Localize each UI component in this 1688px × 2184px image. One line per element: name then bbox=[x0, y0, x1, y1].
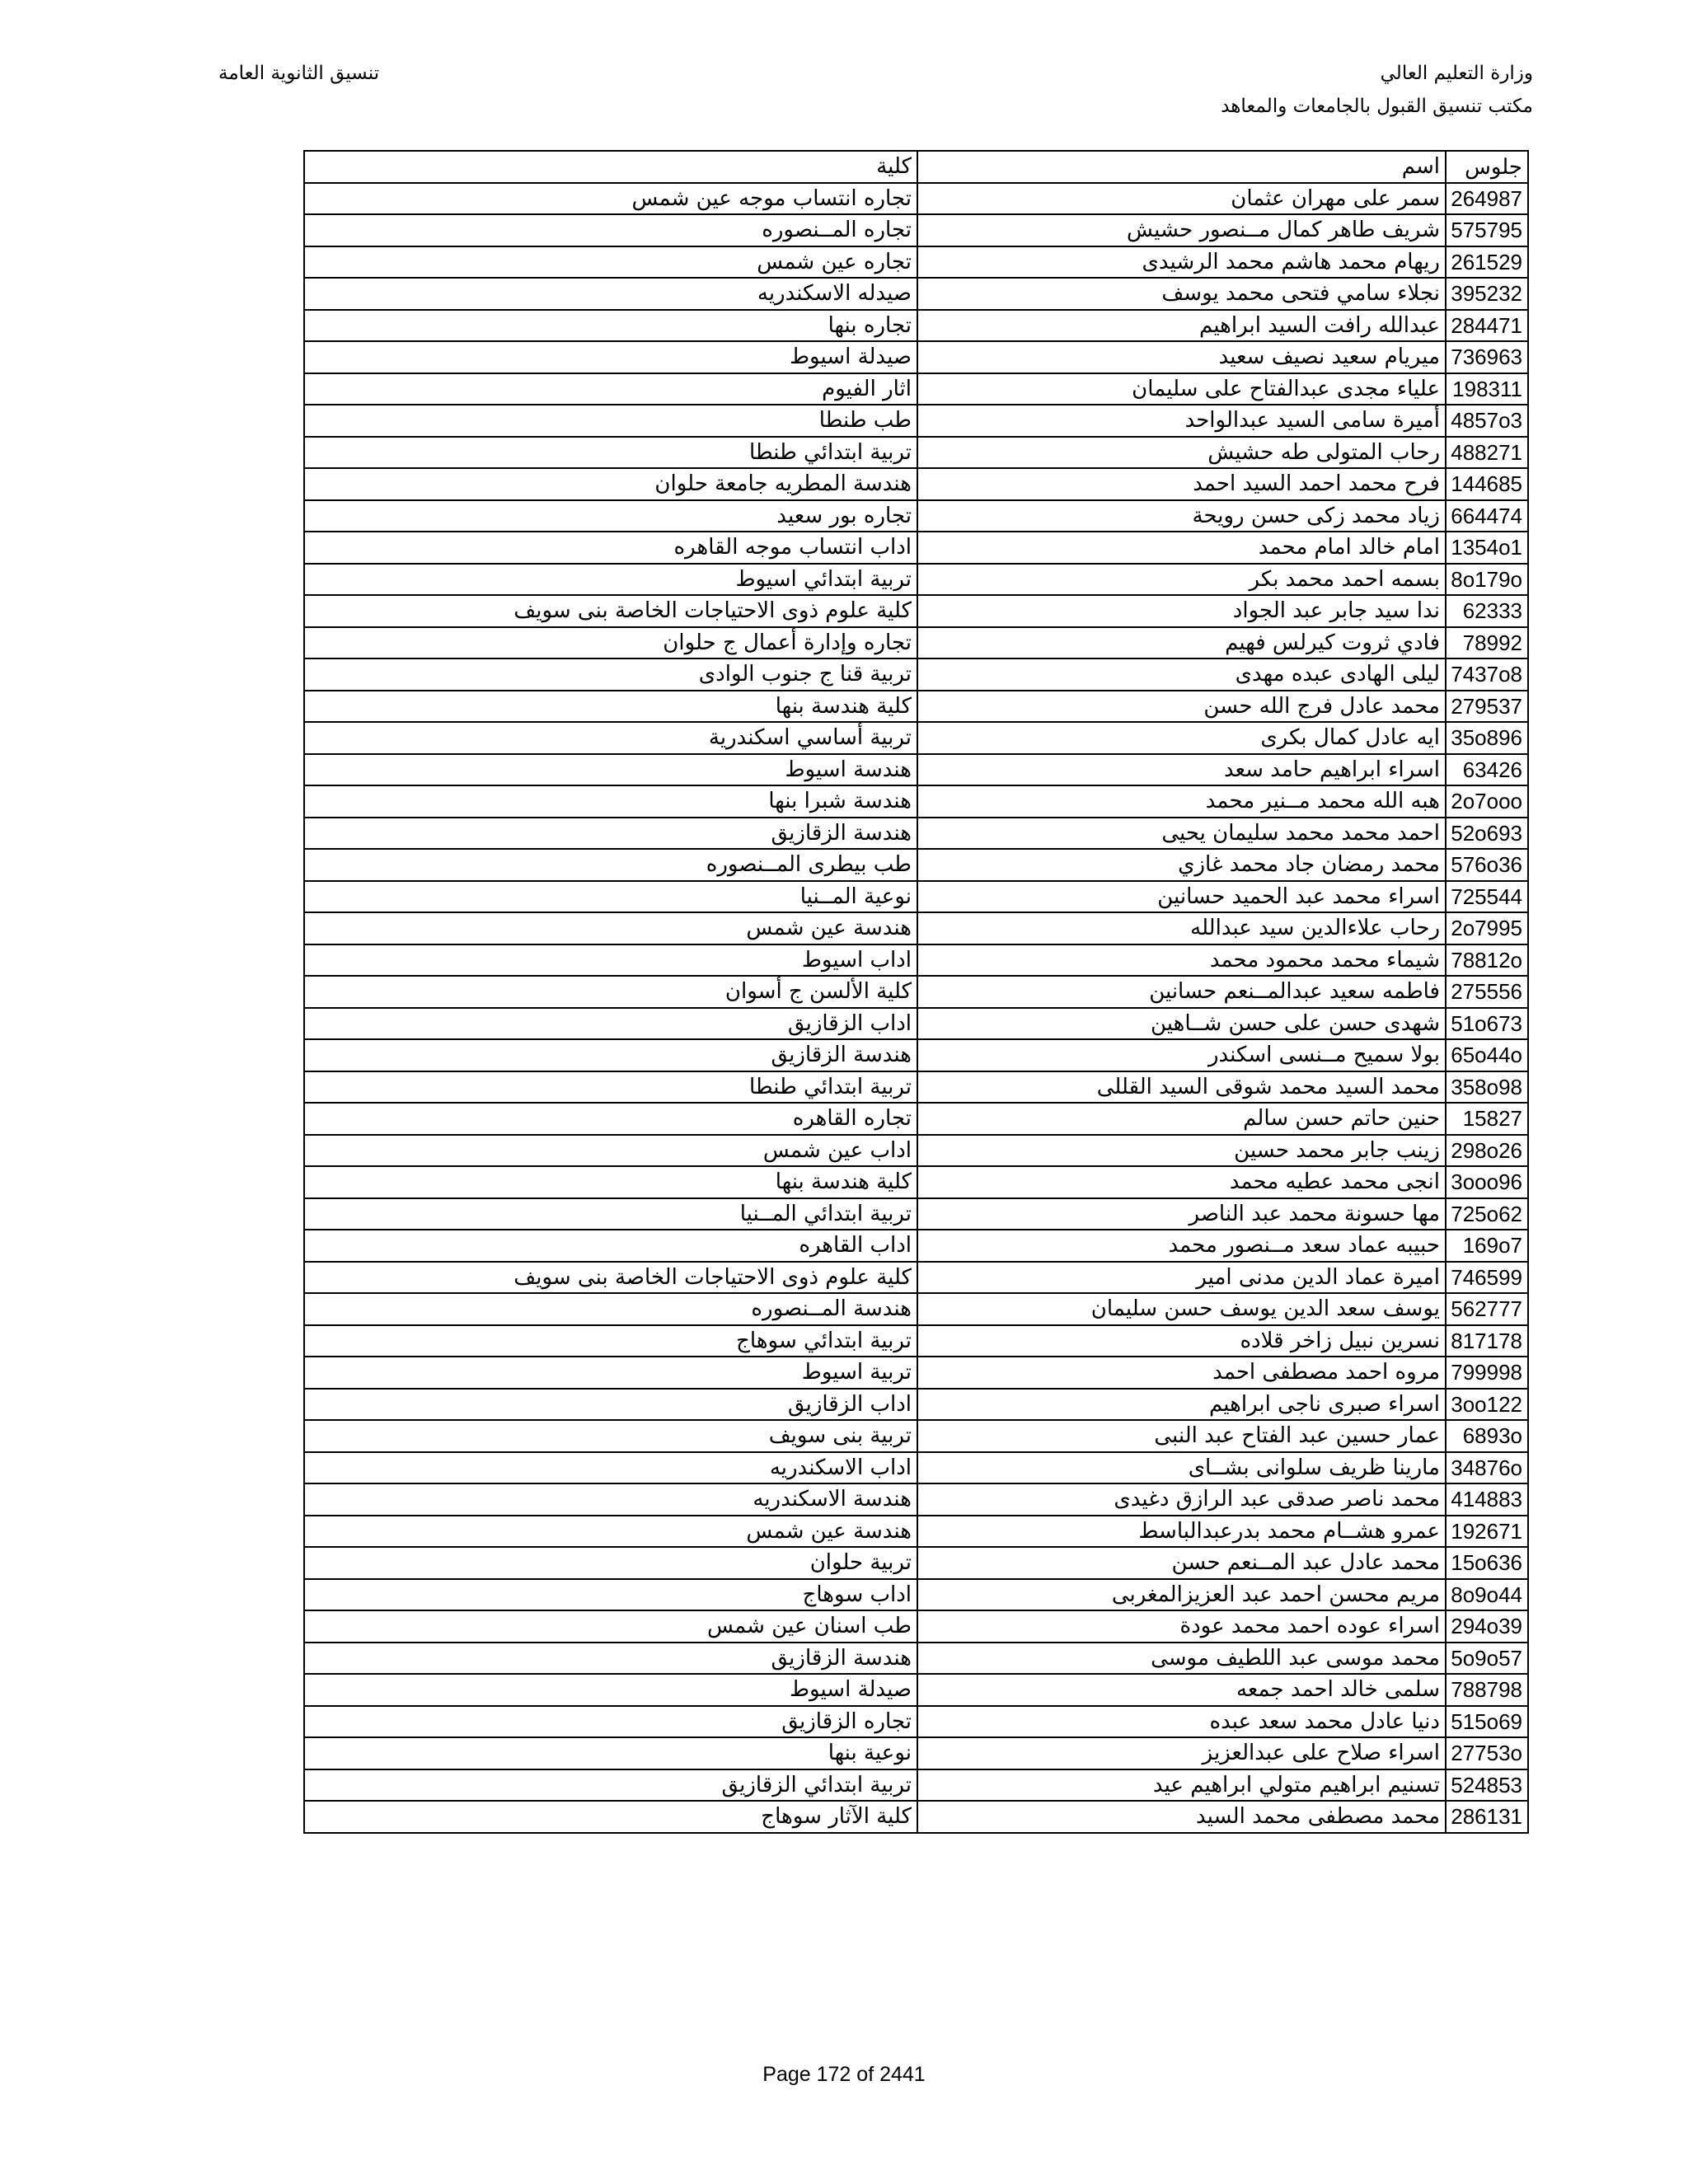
seat-number-cell: 524853 bbox=[1446, 1769, 1528, 1802]
college-cell: صيدلة اسيوط bbox=[304, 1674, 917, 1706]
college-cell: اداب الزقازيق bbox=[304, 1389, 917, 1421]
table-row bbox=[304, 1643, 1528, 1675]
student-name-cell: اسراء صبرى ناجى ابراهيم bbox=[917, 1389, 1446, 1421]
column-header-seat: جلوس bbox=[1446, 151, 1528, 183]
college-cell: هندسة عين شمس bbox=[304, 1516, 917, 1548]
table-row bbox=[304, 658, 1528, 691]
table-row bbox=[304, 1737, 1528, 1769]
seat-number-cell: 51o673 bbox=[1446, 1008, 1528, 1040]
student-name-cell: اسراء محمد عبد الحميد حسانين bbox=[917, 881, 1446, 913]
college-cell: هندسة المطريه جامعة حلوان bbox=[304, 468, 917, 500]
student-name-cell: اسراء عوده احمد محمد عودة bbox=[917, 1610, 1446, 1643]
table-row bbox=[304, 278, 1528, 310]
student-name-cell: احمد محمد محمد سليمان يحيى bbox=[917, 818, 1446, 850]
seat-number-cell: 358o98 bbox=[1446, 1071, 1528, 1104]
table-row bbox=[304, 246, 1528, 279]
table-row bbox=[304, 1610, 1528, 1643]
seat-number-cell: 575795 bbox=[1446, 214, 1528, 246]
seat-number-cell: 34876o bbox=[1446, 1452, 1528, 1484]
table-row bbox=[304, 1135, 1528, 1167]
college-cell: كلية هندسة بنها bbox=[304, 691, 917, 723]
college-cell: كلية الألسن ج أسوان bbox=[304, 976, 917, 1008]
seat-number-cell: 1354o1 bbox=[1446, 532, 1528, 564]
student-name-cell: ريهام محمد هاشم محمد الرشيدى bbox=[917, 246, 1446, 279]
table-row bbox=[304, 1389, 1528, 1421]
seat-number-cell: 746599 bbox=[1446, 1262, 1528, 1294]
seat-number-cell: 5o9o57 bbox=[1446, 1643, 1528, 1675]
table-row bbox=[304, 183, 1528, 215]
student-name-cell: ايه عادل كمال بكرى bbox=[917, 722, 1446, 754]
seat-number-cell: 576o36 bbox=[1446, 849, 1528, 881]
table-row bbox=[304, 532, 1528, 564]
seat-number-cell: 664474 bbox=[1446, 500, 1528, 532]
seat-number-cell: 78812o bbox=[1446, 944, 1528, 977]
table-row bbox=[304, 1071, 1528, 1104]
college-cell: صيدله الاسكندريه bbox=[304, 278, 917, 310]
seat-number-cell: 817178 bbox=[1446, 1325, 1528, 1357]
student-name-cell: شيماء محمد محمود محمد bbox=[917, 944, 1446, 977]
table-row bbox=[304, 849, 1528, 881]
college-cell: نوعية بنها bbox=[304, 1737, 917, 1769]
ministry-title: وزارة التعليم العالي bbox=[1380, 63, 1533, 84]
page-number: Page 172 of 2441 bbox=[762, 2063, 926, 2086]
college-cell: طب اسنان عين شمس bbox=[304, 1610, 917, 1643]
student-name-cell: دنيا عادل محمد سعد عبده bbox=[917, 1706, 1446, 1738]
college-cell: هندسة عين شمس bbox=[304, 912, 917, 944]
seat-number-cell: 515o69 bbox=[1446, 1706, 1528, 1738]
college-cell: كلية هندسة بنها bbox=[304, 1166, 917, 1198]
college-cell: تجاره بور سعيد bbox=[304, 500, 917, 532]
college-cell: تربية ابتدائي الزقازيق bbox=[304, 1769, 917, 1802]
admissions-table bbox=[303, 150, 1529, 1834]
student-name-cell: بسمه احمد محمد بكر bbox=[917, 564, 1446, 596]
student-name-cell: اسراء ابراهيم حامد سعد bbox=[917, 754, 1446, 786]
student-name-cell: اسراء صلاح على عبدالعزيز bbox=[917, 1737, 1446, 1769]
student-name-cell: زياد محمد زكى حسن رويحة bbox=[917, 500, 1446, 532]
seat-number-cell: 294o39 bbox=[1446, 1610, 1528, 1643]
college-cell: هندسة الزقازيق bbox=[304, 818, 917, 850]
table-row bbox=[304, 944, 1528, 977]
college-cell: تربية ابتدائي سوهاج bbox=[304, 1325, 917, 1357]
table-row bbox=[304, 1039, 1528, 1071]
student-name-cell: عمار حسين عبد الفتاح عبد النبى bbox=[917, 1420, 1446, 1452]
seat-number-cell: 395232 bbox=[1446, 278, 1528, 310]
table-row bbox=[304, 722, 1528, 754]
college-cell: اداب الزقازيق bbox=[304, 1008, 917, 1040]
seat-number-cell: 15o636 bbox=[1446, 1547, 1528, 1579]
table-row bbox=[304, 785, 1528, 818]
table-row bbox=[304, 1262, 1528, 1294]
table-row bbox=[304, 1483, 1528, 1516]
seat-number-cell: 27753o bbox=[1446, 1737, 1528, 1769]
student-name-cell: نسرين نبيل زاخر قلاده bbox=[917, 1325, 1446, 1357]
seat-number-cell: 736963 bbox=[1446, 341, 1528, 373]
seat-number-cell: 3oo122 bbox=[1446, 1389, 1528, 1421]
table-row bbox=[304, 1674, 1528, 1706]
college-cell: اداب القاهره bbox=[304, 1230, 917, 1262]
student-name-cell: ميريام سعيد نصيف سعيد bbox=[917, 341, 1446, 373]
seat-number-cell: 35o896 bbox=[1446, 722, 1528, 754]
college-cell: اداب الاسكندريه bbox=[304, 1452, 917, 1484]
table-row bbox=[304, 310, 1528, 342]
college-cell: تربية ابتدائي المــنيا bbox=[304, 1198, 917, 1230]
student-name-cell: محمد رمضان جاد محمد غازي bbox=[917, 849, 1446, 881]
student-name-cell: يوسف سعد الدين يوسف حسن سليمان bbox=[917, 1293, 1446, 1325]
table-row bbox=[304, 1103, 1528, 1135]
table-row bbox=[304, 1230, 1528, 1262]
student-name-cell: عمرو هشــام محمد بدرعبدالباسط bbox=[917, 1516, 1446, 1548]
table-row bbox=[304, 1357, 1528, 1389]
table-row bbox=[304, 1579, 1528, 1611]
college-cell: اداب عين شمس bbox=[304, 1135, 917, 1167]
seat-number-cell: 8o9o44 bbox=[1446, 1579, 1528, 1611]
seat-number-cell: 562777 bbox=[1446, 1293, 1528, 1325]
table-row bbox=[304, 627, 1528, 659]
seat-number-cell: 414883 bbox=[1446, 1483, 1528, 1516]
student-name-cell: محمد السيد محمد شوقى السيد القللى bbox=[917, 1071, 1446, 1104]
college-cell: هندسة المــنصوره bbox=[304, 1293, 917, 1325]
column-header-name: اسم bbox=[917, 151, 1446, 183]
table-row bbox=[304, 1516, 1528, 1548]
college-cell: تجاره انتساب موجه عين شمس bbox=[304, 183, 917, 215]
table-row bbox=[304, 1769, 1528, 1802]
student-name-cell: تسنيم ابراهيم متولي ابراهيم عيد bbox=[917, 1769, 1446, 1802]
seat-number-cell: 62333 bbox=[1446, 595, 1528, 627]
college-cell: تجاره الزقازيق bbox=[304, 1706, 917, 1738]
seat-number-cell: 8o179o bbox=[1446, 564, 1528, 596]
table-row bbox=[304, 976, 1528, 1008]
student-name-cell: محمد موسى عبد اللطيف موسى bbox=[917, 1643, 1446, 1675]
seat-number-cell: 788798 bbox=[1446, 1674, 1528, 1706]
college-cell: هندسة الزقازيق bbox=[304, 1039, 917, 1071]
college-cell: اداب انتساب موجه القاهره bbox=[304, 532, 917, 564]
table-row bbox=[304, 500, 1528, 532]
table-row bbox=[304, 1293, 1528, 1325]
seat-number-cell: 198311 bbox=[1446, 373, 1528, 405]
table-row bbox=[304, 1166, 1528, 1198]
table-row bbox=[304, 1547, 1528, 1579]
college-cell: نوعية المــنيا bbox=[304, 881, 917, 913]
table-row bbox=[304, 881, 1528, 913]
student-name-cell: فادي ثروت كيرلس فهيم bbox=[917, 627, 1446, 659]
student-name-cell: محمد مصطفى محمد السيد bbox=[917, 1801, 1446, 1833]
seat-number-cell: 63426 bbox=[1446, 754, 1528, 786]
student-name-cell: اميرة عماد الدين مدنى امير bbox=[917, 1262, 1446, 1294]
table-row bbox=[304, 1198, 1528, 1230]
seat-number-cell: 275556 bbox=[1446, 976, 1528, 1008]
table-row bbox=[304, 1801, 1528, 1833]
seat-number-cell: 264987 bbox=[1446, 183, 1528, 215]
student-name-cell: مريم محسن احمد عبد العزيزالمغربى bbox=[917, 1579, 1446, 1611]
seat-number-cell: 284471 bbox=[1446, 310, 1528, 342]
seat-number-cell: 3ooo96 bbox=[1446, 1166, 1528, 1198]
student-name-cell: امام خالد امام محمد bbox=[917, 532, 1446, 564]
college-cell: طب بيطرى المــنصوره bbox=[304, 849, 917, 881]
student-name-cell: ندا سيد جابر عبد الجواد bbox=[917, 595, 1446, 627]
student-name-cell: سلمى خالد احمد جمعه bbox=[917, 1674, 1446, 1706]
seat-number-cell: 799998 bbox=[1446, 1357, 1528, 1389]
college-cell: تجاره وإدارة أعمال ج حلوان bbox=[304, 627, 917, 659]
table-row bbox=[304, 691, 1528, 723]
student-name-cell: محمد عادل فرج الله حسن bbox=[917, 691, 1446, 723]
table-row bbox=[304, 214, 1528, 246]
college-cell: تربية ابتدائي طنطا bbox=[304, 1071, 917, 1104]
seat-number-cell: 298o26 bbox=[1446, 1135, 1528, 1167]
seat-number-cell: 52o693 bbox=[1446, 818, 1528, 850]
seat-number-cell: 725544 bbox=[1446, 881, 1528, 913]
student-name-cell: زينب جابر محمد حسين bbox=[917, 1135, 1446, 1167]
seat-number-cell: 192671 bbox=[1446, 1516, 1528, 1548]
college-cell: تجاره عين شمس bbox=[304, 246, 917, 279]
student-name-cell: عبدالله رافت السيد ابراهيم bbox=[917, 310, 1446, 342]
table-row bbox=[304, 818, 1528, 850]
seat-number-cell: 144685 bbox=[1446, 468, 1528, 500]
seat-number-cell: 15827 bbox=[1446, 1103, 1528, 1135]
seat-number-cell: 65o44o bbox=[1446, 1039, 1528, 1071]
college-cell: تجاره القاهره bbox=[304, 1103, 917, 1135]
table-row bbox=[304, 1420, 1528, 1452]
student-name-cell: ليلى الهادى عبده مهدى bbox=[917, 658, 1446, 691]
college-cell: كلية علوم ذوى الاحتياجات الخاصة بنى سويف bbox=[304, 1262, 917, 1294]
table-row bbox=[304, 373, 1528, 405]
college-cell: طب طنطا bbox=[304, 405, 917, 437]
college-cell: تربية ابتدائي اسيوط bbox=[304, 564, 917, 596]
student-name-cell: رحاب علاءالدين سيد عبدالله bbox=[917, 912, 1446, 944]
table-row bbox=[304, 468, 1528, 500]
table-row bbox=[304, 437, 1528, 469]
college-cell: اداب اسيوط bbox=[304, 944, 917, 977]
table-header-row bbox=[304, 151, 1528, 183]
student-name-cell: فاطمه سعيد عبدالمــنعم حسانين bbox=[917, 976, 1446, 1008]
seat-number-cell: 286131 bbox=[1446, 1801, 1528, 1833]
student-name-cell: انجى محمد عطيه محمد bbox=[917, 1166, 1446, 1198]
student-name-cell: حبيبه عماد سعد مــنصور محمد bbox=[917, 1230, 1446, 1262]
seat-number-cell: 78992 bbox=[1446, 627, 1528, 659]
table-row bbox=[304, 405, 1528, 437]
seat-number-cell: 7437o8 bbox=[1446, 658, 1528, 691]
table-row bbox=[304, 1452, 1528, 1484]
college-cell: تربية بنى سويف bbox=[304, 1420, 917, 1452]
college-cell: تجاره بنها bbox=[304, 310, 917, 342]
table-row bbox=[304, 1008, 1528, 1040]
college-cell: هندسة الاسكندريه bbox=[304, 1483, 917, 1516]
table-row bbox=[304, 1706, 1528, 1738]
table-row bbox=[304, 341, 1528, 373]
college-cell: هندسة شبرا بنها bbox=[304, 785, 917, 818]
college-cell: تربية ابتدائي طنطا bbox=[304, 437, 917, 469]
college-cell: هندسة الزقازيق bbox=[304, 1643, 917, 1675]
college-cell: صيدلة اسيوط bbox=[304, 341, 917, 373]
seat-number-cell: 4857o3 bbox=[1446, 405, 1528, 437]
student-name-cell: سمر على مهران عثمان bbox=[917, 183, 1446, 215]
college-cell: اداب سوهاج bbox=[304, 1579, 917, 1611]
student-name-cell: علياء مجدى عبدالفتاح على سليمان bbox=[917, 373, 1446, 405]
student-name-cell: أميرة سامى السيد عبدالواحد bbox=[917, 405, 1446, 437]
student-name-cell: محمد عادل عبد المــنعم حسن bbox=[917, 1547, 1446, 1579]
college-cell: تربية اسيوط bbox=[304, 1357, 917, 1389]
seat-number-cell: 169o7 bbox=[1446, 1230, 1528, 1262]
seat-number-cell: 6893o bbox=[1446, 1420, 1528, 1452]
college-cell: كلية علوم ذوى الاحتياجات الخاصة بنى سويف bbox=[304, 595, 917, 627]
student-name-cell: محمد ناصر صدقى عبد الرازق دغيدى bbox=[917, 1483, 1446, 1516]
student-name-cell: نجلاء سامي فتحى محمد يوسف bbox=[917, 278, 1446, 310]
student-name-cell: مروه احمد مصطفى احمد bbox=[917, 1357, 1446, 1389]
college-cell: تجاره المــنصوره bbox=[304, 214, 917, 246]
table-row bbox=[304, 1325, 1528, 1357]
student-name-cell: هبه الله محمد مــنير محمد bbox=[917, 785, 1446, 818]
seat-number-cell: 725o62 bbox=[1446, 1198, 1528, 1230]
seat-number-cell: 488271 bbox=[1446, 437, 1528, 469]
table-row bbox=[304, 595, 1528, 627]
student-name-cell: رحاب المتولى طه حشيش bbox=[917, 437, 1446, 469]
seat-number-cell: 2o7ooo bbox=[1446, 785, 1528, 818]
office-title: مكتب تنسيق القبول بالجامعات والمعاهد bbox=[1221, 96, 1533, 117]
student-name-cell: حنين حاتم حسن سالم bbox=[917, 1103, 1446, 1135]
college-cell: تربية قنا ج جنوب الوادى bbox=[304, 658, 917, 691]
student-name-cell: شريف طاهر كمال مــنصور حشيش bbox=[917, 214, 1446, 246]
column-header-college: كلية bbox=[304, 151, 917, 183]
seat-number-cell: 279537 bbox=[1446, 691, 1528, 723]
college-cell: تربية حلوان bbox=[304, 1547, 917, 1579]
student-name-cell: شهدى حسن على حسن شــاهين bbox=[917, 1008, 1446, 1040]
student-name-cell: مها حسونة محمد عبد الناصر bbox=[917, 1198, 1446, 1230]
seat-number-cell: 261529 bbox=[1446, 246, 1528, 279]
seat-number-cell: 2o7995 bbox=[1446, 912, 1528, 944]
student-name-cell: مارينا ظريف سلوانى بشــاى bbox=[917, 1452, 1446, 1484]
college-cell: تربية أساسي اسكندرية bbox=[304, 722, 917, 754]
table-row bbox=[304, 754, 1528, 786]
college-cell: اثار الفيوم bbox=[304, 373, 917, 405]
table-row bbox=[304, 912, 1528, 944]
table-row bbox=[304, 564, 1528, 596]
student-name-cell: بولا سميح مــنسى اسكندر bbox=[917, 1039, 1446, 1071]
coordination-title: تنسيق الثانوية العامة bbox=[218, 63, 380, 84]
college-cell: كلية الآثار سوهاج bbox=[304, 1801, 917, 1833]
college-cell: هندسة اسيوط bbox=[304, 754, 917, 786]
student-name-cell: فرح محمد احمد السيد احمد bbox=[917, 468, 1446, 500]
